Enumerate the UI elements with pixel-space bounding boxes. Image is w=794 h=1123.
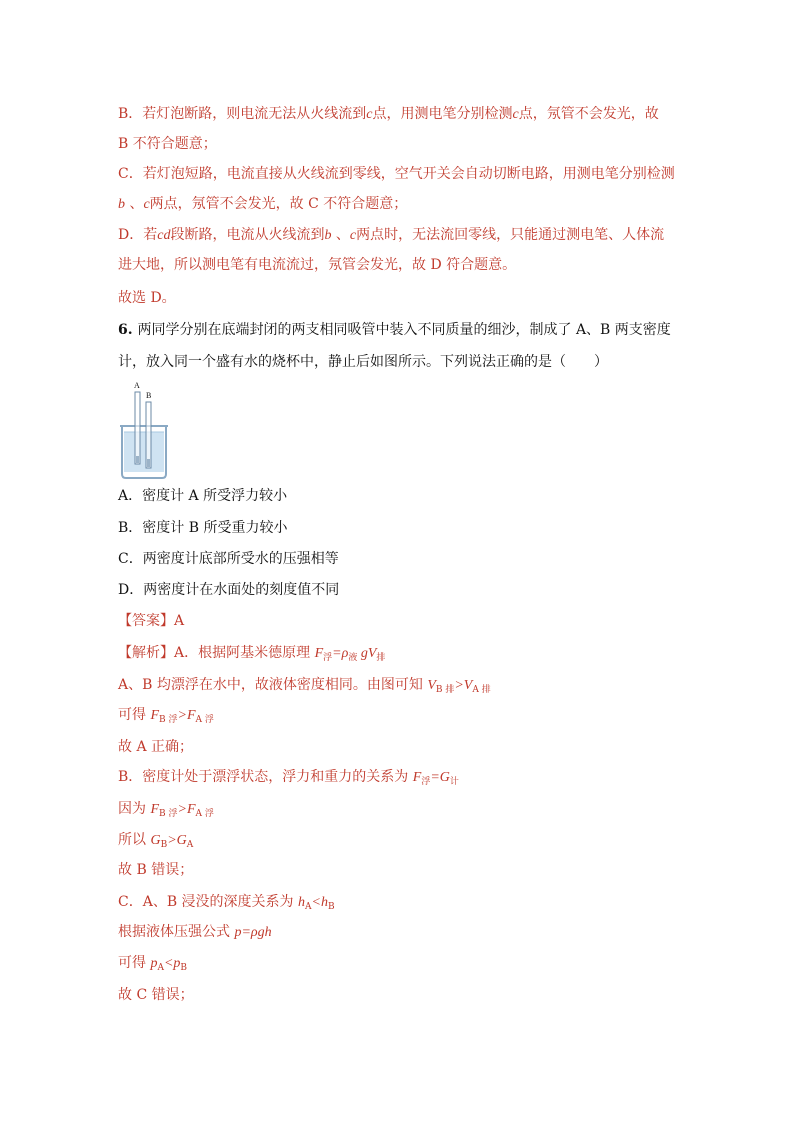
math-symbol: <h — [311, 895, 328, 910]
math-symbol: >G — [167, 833, 187, 848]
subscript: B 排 — [435, 685, 455, 695]
subscript: 浮 — [323, 653, 333, 663]
text-line — [118, 255, 516, 275]
text-run: D．若 — [118, 227, 158, 243]
math-symbol: c — [143, 197, 150, 212]
math-symbol: p=ρgh — [234, 925, 272, 940]
text-run: 可得 — [118, 707, 151, 723]
text-run: 所以 — [118, 832, 151, 848]
subscript: 浮 — [421, 777, 431, 787]
text-run: 两点，氖管不会发光，故 C 不符合题意； — [149, 196, 408, 212]
math-symbol: c — [366, 107, 373, 122]
subscript: B 浮 — [159, 715, 178, 725]
subscript: B — [327, 902, 335, 912]
text-run: 根据液体压强公式 — [118, 924, 235, 940]
math-symbol: >V — [454, 678, 473, 693]
text-run: D．两密度计在水面处的刻度值不同 — [118, 582, 340, 598]
subscript: A 浮 — [195, 715, 214, 725]
text-line — [118, 767, 459, 792]
text-run: 两点时，无法流回零线，只能通过测电笔、人体流 — [356, 227, 665, 243]
text-run: 、 — [331, 227, 350, 243]
text-run: 可得 — [118, 955, 151, 971]
subscript: A — [157, 963, 164, 973]
math-symbol: =G — [430, 770, 450, 785]
tube-a-sand — [136, 456, 139, 463]
text-line — [118, 580, 339, 600]
math-symbol: b — [324, 228, 332, 243]
text-run: B 不符合题意； — [118, 136, 217, 152]
text-line — [118, 985, 194, 1005]
text-line — [118, 737, 193, 757]
text-run: 段断路，电流从火线流到 — [170, 227, 325, 243]
tube-b-sand — [147, 459, 150, 467]
text-run: C．若灯泡短路，电流直接从火线流到零线，空气开关会自动切断电路，用测电笔分别检测 — [118, 166, 675, 182]
math-symbol: F — [150, 708, 160, 723]
text-line — [118, 922, 272, 943]
math-symbol: >F — [177, 708, 196, 723]
math-symbol: =ρ — [332, 646, 349, 661]
text-run: 【解析】A．根据阿基米德原理 — [118, 645, 315, 661]
text-line — [118, 134, 217, 154]
text-line — [118, 320, 671, 340]
label-a: A — [134, 381, 140, 390]
math-symbol: gV — [357, 646, 377, 661]
text-run: C．A、B 浸没的深度关系为 — [118, 894, 299, 910]
text-run: 【答案】A — [118, 613, 185, 629]
subscript: A 浮 — [195, 809, 214, 819]
text-line — [118, 860, 193, 880]
text-run: 进大地，所以测电笔有电流流过，氖管会发光，故 D 符合题意。 — [118, 257, 517, 273]
text-run: 因为 — [118, 801, 151, 817]
text-line — [118, 518, 287, 538]
text-run: 点，氖管不会发光，故 — [518, 106, 659, 122]
text-run: 故选 D。 — [118, 290, 176, 306]
text-run: B．密度计处于漂浮状态，浮力和重力的关系为 — [118, 769, 413, 785]
math-symbol: V — [427, 678, 436, 693]
math-symbol: h — [298, 895, 306, 910]
subscript: A — [305, 902, 312, 912]
text-run: 故 B 错误； — [118, 862, 194, 878]
text-line — [118, 194, 407, 215]
math-symbol: F — [314, 646, 324, 661]
text-line — [118, 288, 176, 308]
text-line — [118, 611, 184, 631]
text-line — [118, 799, 214, 824]
tube-a — [135, 392, 140, 464]
text-run: 、 — [125, 196, 144, 212]
text-line — [118, 892, 335, 917]
beaker-water — [124, 432, 164, 472]
label-b: B — [146, 391, 152, 400]
text-run: A．密度计 A 所受浮力较小 — [118, 488, 288, 504]
text-line — [118, 549, 339, 569]
text-line — [118, 225, 664, 246]
math-symbol: >F — [177, 802, 196, 817]
subscript: A — [186, 840, 194, 850]
text-run: B．若灯泡断路，则电流无法从火线流到 — [118, 106, 367, 122]
math-symbol: G — [150, 833, 161, 848]
text-run: 故 A 正确； — [118, 739, 194, 755]
subscript: A 排 — [472, 685, 491, 695]
math-symbol: F — [412, 770, 422, 785]
subscript: 液 — [348, 653, 358, 663]
text-run: 故 C 错误； — [118, 987, 194, 1003]
subscript: B — [160, 840, 168, 850]
math-symbol: <p — [163, 956, 181, 971]
text-line — [118, 643, 385, 668]
math-symbol: p — [150, 956, 158, 971]
tube-b — [146, 402, 151, 468]
text-run: 计，放入同一个盛有水的烧杯中，静止后如图所示。下列说法正确的是（ ） — [118, 354, 608, 370]
math-symbol: b — [118, 197, 125, 212]
text-line — [118, 486, 287, 506]
math-symbol: c — [349, 228, 357, 243]
subscript: B — [180, 963, 188, 973]
text-run: A、B 均漂浮在水中，故液体密度相同。由图可知 — [118, 677, 428, 693]
text-line — [118, 352, 608, 372]
text-run: C．两密度计底部所受水的压强相等 — [118, 551, 339, 567]
text-run: 6. — [118, 322, 138, 338]
text-line — [118, 953, 187, 978]
text-line — [118, 164, 675, 184]
math-symbol: F — [150, 802, 160, 817]
text-line — [118, 675, 491, 700]
subscript: 排 — [376, 653, 386, 663]
text-line — [118, 104, 659, 125]
text-run: 点，用测电笔分别检测 — [372, 106, 513, 122]
math-symbol: c — [512, 107, 519, 122]
math-symbol: cd — [157, 228, 171, 243]
text-run: 两同学分别在底端封闭的两支相同吸管中装入不同质量的细沙，制成了 A、B 两支密度 — [137, 322, 671, 338]
density-meter-beaker-figure — [120, 380, 170, 480]
subscript: 计 — [449, 777, 459, 787]
text-run: B．密度计 B 所受重力较小 — [118, 520, 288, 536]
subscript: B 浮 — [159, 809, 178, 819]
text-line — [118, 830, 193, 855]
text-line — [118, 705, 214, 730]
